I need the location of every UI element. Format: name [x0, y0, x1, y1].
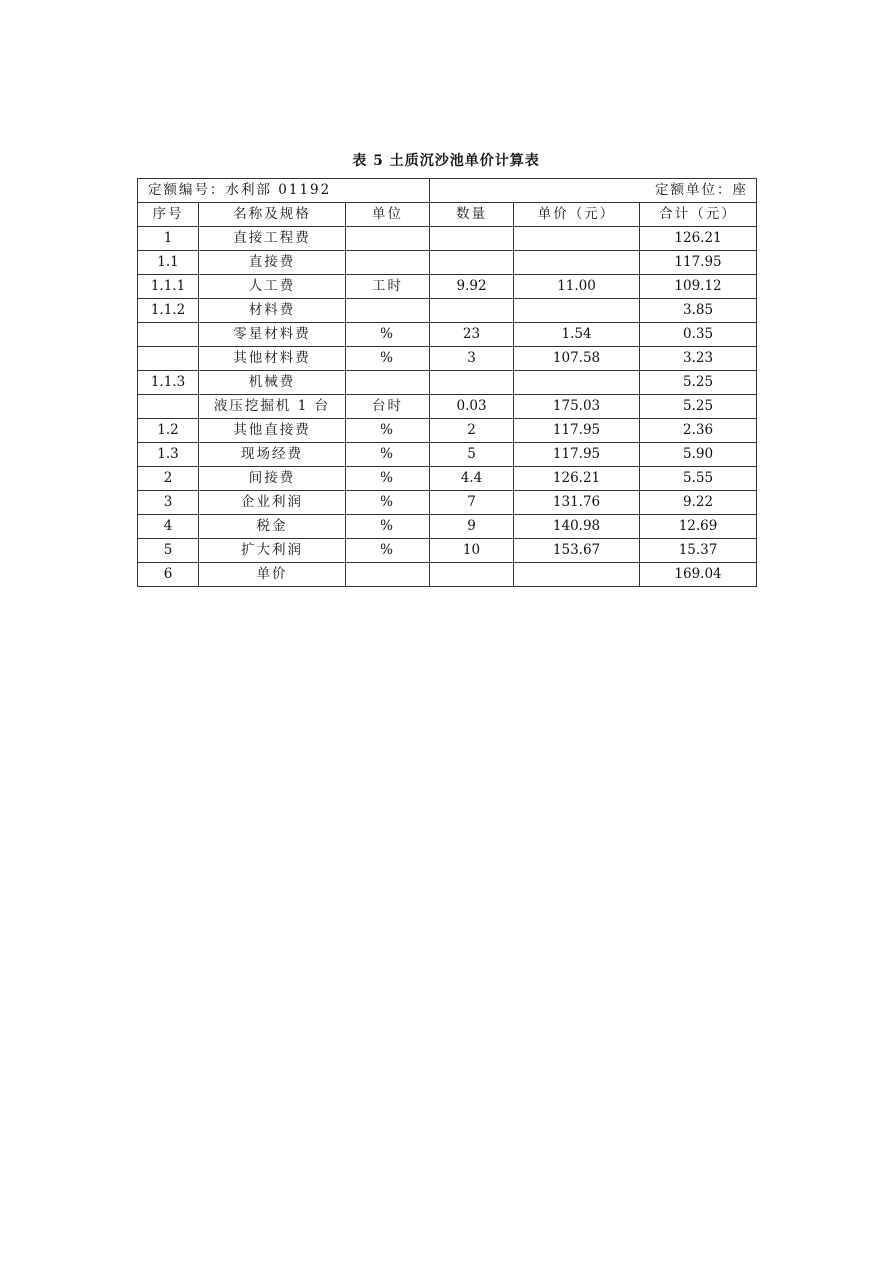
cell-seq [138, 323, 199, 347]
cell-name: 现场经费 [199, 443, 346, 467]
cell-seq [138, 395, 199, 419]
cell-price [514, 227, 640, 251]
cell-unit: % [346, 539, 430, 563]
header-seq: 序号 [138, 203, 199, 227]
cell-name: 液压挖掘机 1 台 [199, 395, 346, 419]
table-row [138, 371, 757, 395]
cell-unit [346, 371, 430, 395]
table-row [138, 395, 757, 419]
cell-qty: 9 [430, 515, 514, 539]
cell-name: 间接费 [199, 467, 346, 491]
cell-seq: 1 [138, 227, 199, 251]
cell-price: 126.21 [514, 467, 640, 491]
cell-name: 零星材料费 [199, 323, 346, 347]
cell-name: 税金 [199, 515, 346, 539]
cell-price: 140.98 [514, 515, 640, 539]
cell-unit: % [346, 323, 430, 347]
table-row [138, 563, 757, 587]
cell-qty: 7 [430, 491, 514, 515]
unit-price-table [137, 178, 757, 587]
header-unit: 单位 [346, 203, 430, 227]
cell-total: 5.55 [640, 467, 757, 491]
table-title: 表 5 土质沉沙池单价计算表 [352, 153, 540, 169]
cell-total: 0.35 [640, 323, 757, 347]
cell-qty: 3 [430, 347, 514, 371]
header-qty: 数量 [430, 203, 514, 227]
cell-seq: 1.1.1 [138, 275, 199, 299]
cell-name: 直接费 [199, 251, 346, 275]
table-row [138, 299, 757, 323]
cell-name: 材料费 [199, 299, 346, 323]
cell-qty [430, 227, 514, 251]
cell-total: 126.21 [640, 227, 757, 251]
cell-total: 117.95 [640, 251, 757, 275]
cell-price: 153.67 [514, 539, 640, 563]
cell-unit: % [346, 419, 430, 443]
cell-unit: % [346, 443, 430, 467]
cell-total: 15.37 [640, 539, 757, 563]
cell-qty: 4.4 [430, 467, 514, 491]
cell-qty [430, 251, 514, 275]
cell-qty: 10 [430, 539, 514, 563]
cell-name: 机械费 [199, 371, 346, 395]
header-name: 名称及规格 [199, 203, 346, 227]
cell-price: 11.00 [514, 275, 640, 299]
cell-seq: 1.1.3 [138, 371, 199, 395]
cell-price [514, 563, 640, 587]
cell-total: 12.69 [640, 515, 757, 539]
header-row [138, 203, 757, 227]
cell-total: 3.23 [640, 347, 757, 371]
table-row [138, 539, 757, 563]
cell-seq: 1.1 [138, 251, 199, 275]
cell-seq: 4 [138, 515, 199, 539]
cell-price [514, 299, 640, 323]
cell-unit [346, 227, 430, 251]
cell-seq: 6 [138, 563, 199, 587]
cell-seq: 2 [138, 467, 199, 491]
cell-qty [430, 299, 514, 323]
cell-price [514, 371, 640, 395]
cell-total: 109.12 [640, 275, 757, 299]
cell-unit: % [346, 347, 430, 371]
table-row [138, 419, 757, 443]
table-row [138, 323, 757, 347]
cell-price [514, 251, 640, 275]
quota-unit: 定额单位：座 [430, 179, 757, 203]
cell-total: 2.36 [640, 419, 757, 443]
cell-total: 5.25 [640, 395, 757, 419]
cell-name: 企业利润 [199, 491, 346, 515]
cell-seq: 1.2 [138, 419, 199, 443]
cell-price: 1.54 [514, 323, 640, 347]
cell-unit [346, 299, 430, 323]
cell-total: 5.90 [640, 443, 757, 467]
table-row [138, 251, 757, 275]
cell-qty: 2 [430, 419, 514, 443]
cell-name: 其他直接费 [199, 419, 346, 443]
cell-price: 131.76 [514, 491, 640, 515]
cell-unit: 工时 [346, 275, 430, 299]
cell-qty: 0.03 [430, 395, 514, 419]
header-price: 单价（元） [514, 203, 640, 227]
cell-price: 107.58 [514, 347, 640, 371]
cell-name: 扩大利润 [199, 539, 346, 563]
table-row [138, 467, 757, 491]
cell-qty: 23 [430, 323, 514, 347]
table-row [138, 491, 757, 515]
cell-unit: % [346, 515, 430, 539]
cell-price: 117.95 [514, 419, 640, 443]
cell-unit [346, 563, 430, 587]
cell-price: 175.03 [514, 395, 640, 419]
cell-qty [430, 563, 514, 587]
cell-name: 单价 [199, 563, 346, 587]
cell-qty: 5 [430, 443, 514, 467]
cell-unit: % [346, 491, 430, 515]
cell-qty [430, 371, 514, 395]
meta-row [138, 179, 757, 203]
cell-total: 169.04 [640, 563, 757, 587]
cell-seq: 1.1.2 [138, 299, 199, 323]
cell-qty: 9.92 [430, 275, 514, 299]
cell-name: 其他材料费 [199, 347, 346, 371]
cell-name: 人工费 [199, 275, 346, 299]
header-total: 合计（元） [640, 203, 757, 227]
table-row [138, 443, 757, 467]
cell-total: 5.25 [640, 371, 757, 395]
table-row [138, 227, 757, 251]
cell-name: 直接工程费 [199, 227, 346, 251]
table-row [138, 275, 757, 299]
cell-unit [346, 251, 430, 275]
cell-seq: 1.3 [138, 443, 199, 467]
cell-price: 117.95 [514, 443, 640, 467]
cell-seq: 3 [138, 491, 199, 515]
cell-unit: % [346, 467, 430, 491]
cell-total: 9.22 [640, 491, 757, 515]
cell-seq: 5 [138, 539, 199, 563]
cell-total: 3.85 [640, 299, 757, 323]
quota-number: 定额编号：水利部 01192 [138, 179, 430, 203]
cell-unit: 台时 [346, 395, 430, 419]
cell-seq [138, 347, 199, 371]
table-row [138, 515, 757, 539]
table-row [138, 347, 757, 371]
